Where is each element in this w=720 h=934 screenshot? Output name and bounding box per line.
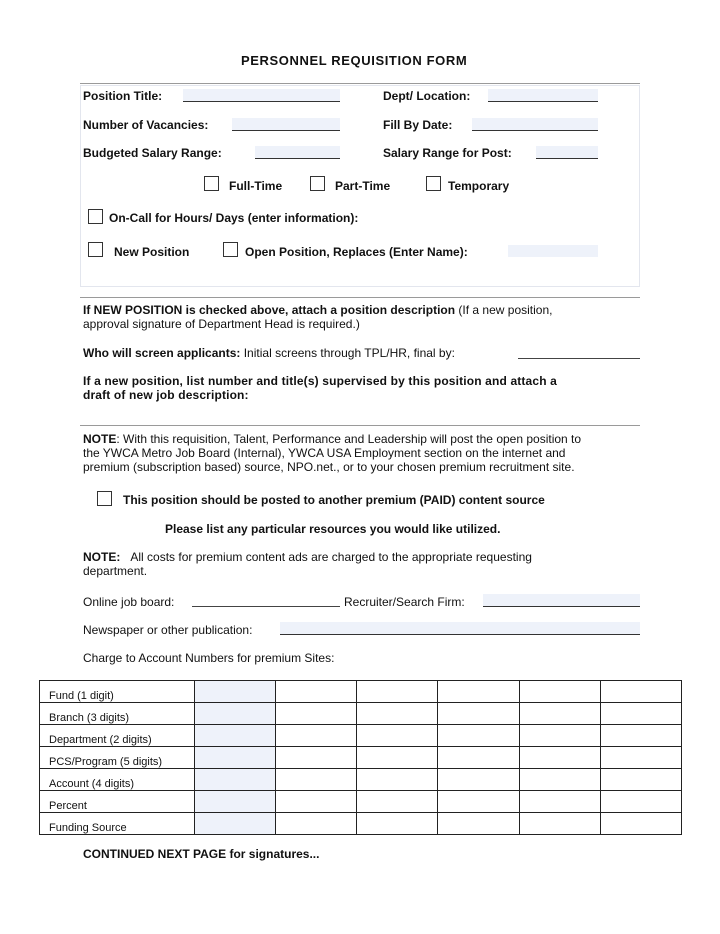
premium-source-label: This position should be posted to another premium (PAID) content source	[123, 493, 545, 507]
new-position-note-text: (If a new position,	[455, 303, 553, 317]
continued-note: CONTINUED NEXT PAGE for signatures...	[83, 847, 320, 861]
account-cell[interactable]	[519, 769, 600, 791]
supervised-prompt	[83, 374, 653, 402]
account-row-label: Branch (3 digits)	[40, 703, 195, 725]
supervised-line1: If a new position, list number and title(s) supervised by this position and attach a	[83, 374, 557, 388]
account-cell[interactable]	[357, 681, 438, 703]
charge-to-label: Charge to Account Numbers for premium Sites:	[83, 651, 335, 665]
final-by-line[interactable]	[518, 358, 640, 359]
account-row-label: PCS/Program (5 digits)	[40, 747, 195, 769]
account-cell[interactable]	[357, 725, 438, 747]
account-row-label: Percent	[40, 791, 195, 813]
account-cell[interactable]	[276, 813, 357, 835]
salary-post-label: Salary Range for Post:	[383, 146, 512, 160]
note2-line1: All costs for premium content ads are charged to the appropriate requesting	[130, 550, 532, 564]
note-costs	[83, 550, 643, 578]
account-cell[interactable]	[195, 747, 276, 769]
account-cell[interactable]	[438, 747, 519, 769]
account-cell[interactable]	[357, 769, 438, 791]
account-cell[interactable]	[438, 703, 519, 725]
account-cell[interactable]	[600, 813, 681, 835]
account-row-label: Account (4 digits)	[40, 769, 195, 791]
account-cell[interactable]	[600, 703, 681, 725]
screen-applicants-label: Who will screen applicants:	[83, 346, 241, 360]
account-cell[interactable]	[600, 791, 681, 813]
fill-by-date-label: Fill By Date:	[383, 118, 453, 132]
vacancies-label: Number of Vacancies:	[83, 118, 209, 132]
account-cell[interactable]	[195, 791, 276, 813]
account-cell[interactable]	[195, 769, 276, 791]
budgeted-salary-label: Budgeted Salary Range:	[83, 146, 222, 160]
note-line3: premium (subscription based) source, NPO.net., or to your chosen premium recruitment site.	[83, 460, 575, 474]
temporary-label: Temporary	[448, 179, 510, 193]
salary-post-field[interactable]	[536, 146, 598, 159]
account-cell[interactable]	[195, 725, 276, 747]
account-cell[interactable]	[519, 791, 600, 813]
note2-line2: department.	[83, 564, 148, 578]
form-title: PERSONNEL REQUISITION FORM	[241, 53, 468, 68]
dept-location-label: Dept/ Location:	[383, 89, 471, 103]
position-title-field[interactable]	[183, 89, 340, 102]
fill-by-date-field[interactable]	[472, 118, 598, 131]
full-time-label: Full-Time	[229, 179, 283, 193]
open-position-label: Open Position, Replaces (Enter Name):	[245, 245, 468, 259]
account-cell[interactable]	[519, 725, 600, 747]
resources-prompt: Please list any particular resources you would like utilized.	[165, 522, 501, 536]
account-cell[interactable]	[357, 747, 438, 769]
account-cell[interactable]	[276, 747, 357, 769]
account-cell[interactable]	[357, 703, 438, 725]
account-row	[40, 791, 682, 813]
note2-label: NOTE:	[83, 550, 121, 564]
budgeted-salary-field[interactable]	[255, 146, 340, 159]
full-time-checkbox[interactable]	[204, 176, 219, 191]
account-cell[interactable]	[438, 725, 519, 747]
position-title-label: Position Title:	[83, 89, 163, 103]
new-position-checkbox[interactable]	[88, 242, 103, 257]
account-row	[40, 813, 682, 835]
note-line1: : With this requisition, Talent, Performance and Leadership will post the open position to	[116, 432, 582, 446]
on-call-checkbox[interactable]	[88, 209, 103, 224]
vacancies-field[interactable]	[232, 118, 340, 131]
screen-applicants-text: Initial screens through TPL/HR, final by:	[243, 346, 455, 360]
account-cell[interactable]	[195, 681, 276, 703]
account-row-label: Fund (1 digit)	[40, 681, 195, 703]
account-row-label: Department (2 digits)	[40, 725, 195, 747]
account-cell[interactable]	[276, 703, 357, 725]
recruiter-label: Recruiter/Search Firm:	[344, 595, 465, 609]
account-cell[interactable]	[600, 725, 681, 747]
account-numbers-table	[39, 680, 682, 835]
new-position-note	[83, 303, 643, 331]
account-cell[interactable]	[438, 791, 519, 813]
part-time-label: Part-Time	[335, 179, 391, 193]
new-position-note-line2: approval signature of Department Head is required.)	[83, 317, 360, 331]
title-divider	[80, 83, 640, 84]
account-row	[40, 725, 682, 747]
account-cell[interactable]	[600, 747, 681, 769]
dept-location-field[interactable]	[488, 89, 598, 102]
account-cell[interactable]	[357, 791, 438, 813]
account-cell[interactable]	[600, 681, 681, 703]
recruiter-field[interactable]	[483, 594, 640, 607]
note-posting	[83, 432, 653, 474]
account-row-label: Funding Source	[40, 813, 195, 835]
newspaper-label: Newspaper or other publication:	[83, 623, 253, 637]
account-cell[interactable]	[276, 791, 357, 813]
account-cell[interactable]	[600, 769, 681, 791]
account-cell[interactable]	[519, 681, 600, 703]
new-position-note-bold: If NEW POSITION is checked above, attach a position description	[83, 303, 456, 317]
account-cell[interactable]	[519, 703, 600, 725]
section-divider-1	[80, 297, 640, 298]
account-cell[interactable]	[438, 681, 519, 703]
account-row	[40, 681, 682, 703]
account-cell[interactable]	[195, 703, 276, 725]
account-row	[40, 703, 682, 725]
account-row	[40, 769, 682, 791]
newspaper-field[interactable]	[280, 622, 640, 635]
online-job-board-label: Online job board:	[83, 595, 175, 609]
account-cell[interactable]	[276, 681, 357, 703]
online-job-board-line[interactable]	[192, 606, 340, 607]
temporary-checkbox[interactable]	[426, 176, 441, 191]
account-cell[interactable]	[195, 813, 276, 835]
part-time-checkbox[interactable]	[310, 176, 325, 191]
section-divider-2	[80, 425, 640, 426]
note-line2: the YWCA Metro Job Board (Internal), YWCA USA Employment section on the internet and	[83, 446, 566, 460]
new-position-label: New Position	[114, 245, 190, 259]
account-cell[interactable]	[276, 725, 357, 747]
replaces-name-field[interactable]	[508, 245, 598, 257]
account-cell[interactable]	[438, 813, 519, 835]
account-cell[interactable]	[276, 769, 357, 791]
account-cell[interactable]	[519, 813, 600, 835]
account-row	[40, 747, 682, 769]
premium-source-checkbox[interactable]	[97, 491, 112, 506]
note-label: NOTE	[83, 432, 117, 446]
account-cell[interactable]	[438, 769, 519, 791]
on-call-label: On-Call for Hours/ Days (enter information):	[109, 211, 359, 225]
account-cell[interactable]	[519, 747, 600, 769]
open-position-checkbox[interactable]	[223, 242, 238, 257]
supervised-line2: draft of new job description:	[83, 388, 249, 402]
screen-applicants-row	[83, 346, 455, 360]
account-cell[interactable]	[357, 813, 438, 835]
